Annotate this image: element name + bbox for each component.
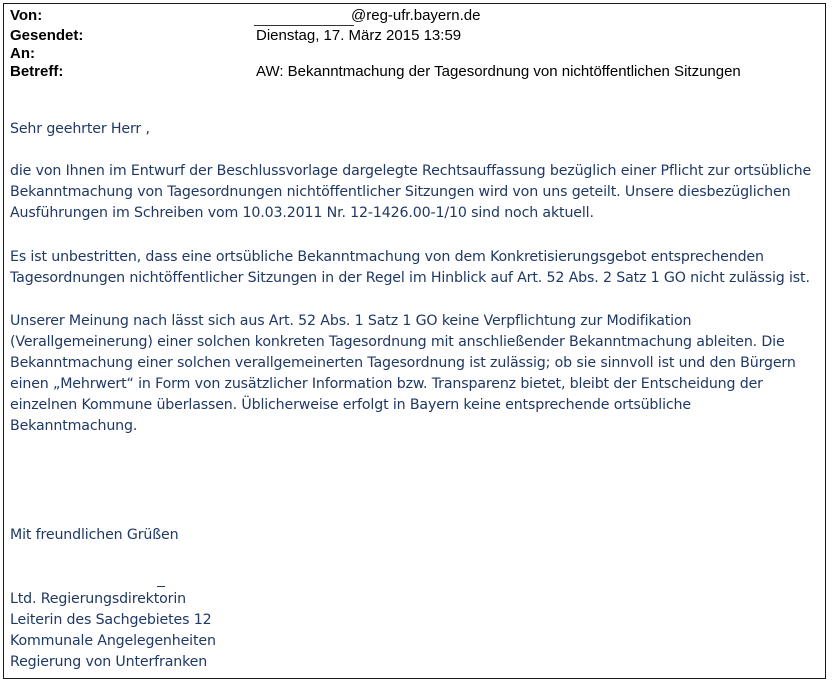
paragraph-line: Tagesordnungen nichtöffentlicher Sitzungen in der Regel im Hinblick auf Art. 52 Abs. 2 Satz 1 GO nicht zulässig ist. (10, 270, 810, 286)
from-label: Von: (10, 7, 43, 24)
sent-value: Dienstag, 17. März 2015 13:59 (256, 27, 462, 44)
subject-value: AW: Bekanntmachung der Tagesordnung von nichtöffentlichen Sitzungen (256, 63, 741, 80)
paragraph-3 (10, 311, 796, 437)
email-document (3, 3, 826, 679)
paragraph-line: (Verallgemeinerung) einer solchen konkreten Tagesordnung mit anschließender Bekanntmachung ableiten. Die (10, 334, 785, 350)
signature-line: Leiterin des Sachgebietes 12 (10, 612, 212, 628)
paragraph-line: die von Ihnen im Entwurf der Beschlussvorlage dargelegte Rechtsauffassung bezüglich einer Pflicht zur ortsübliche (10, 163, 812, 179)
paragraph-line: einzelnen Kommune überlassen. Üblicherweise erfolgt in Bayern keine entsprechende ortsübliche (10, 397, 691, 413)
redacted-name (157, 586, 165, 587)
to-label: An: (10, 45, 35, 62)
signature-block (10, 589, 216, 673)
subject-label: Betreff: (10, 63, 64, 80)
paragraph-2 (10, 247, 810, 289)
greeting: Sehr geehrter Herr , (10, 121, 150, 137)
paragraph-line: Es ist unbestritten, dass eine ortsübliche Bekanntmachung von dem Konkretisierungsgebot entsprechenden (10, 249, 764, 265)
signature-line: Kommunale Angelegenheiten (10, 633, 216, 649)
signature-line: Regierung von Unterfranken (10, 654, 208, 670)
paragraph-line: Ausführungen im Schreiben vom 10.03.2011 Nr. 12-1426.00-1/10 sind noch aktuell. (10, 205, 594, 221)
paragraph-line: Unserer Meinung nach lässt sich aus Art. 52 Abs. 1 Satz 1 GO keine Verpflichtung zur Modifikation (10, 313, 692, 329)
redacted-sender (254, 25, 354, 26)
paragraph-1 (10, 161, 811, 224)
signature-line: Ltd. Regierungsdirektorin (10, 591, 187, 607)
sent-label: Gesendet: (10, 27, 84, 44)
paragraph-line: Bekanntmachung einer solchen verallgemeinerten Tagesordnung ist zulässig; ob sie sinnvoll ist und den Bürgern (10, 355, 796, 371)
paragraph-line: einen „Mehrwert“ in Form von zusätzlicher Information bzw. Transparenz bietet, bleibt der Entscheidung der (10, 376, 763, 392)
closing: Mit freundlichen Grüßen (10, 527, 179, 543)
paragraph-line: Bekanntmachung von Tagesordnungen nichtöffentlicher Sitzungen wird von uns geteilt. Unsere diesbezüglichen (10, 184, 791, 200)
paragraph-line: Bekanntmachung. (10, 418, 138, 434)
from-value: @reg-ufr.bayern.de (351, 7, 481, 24)
